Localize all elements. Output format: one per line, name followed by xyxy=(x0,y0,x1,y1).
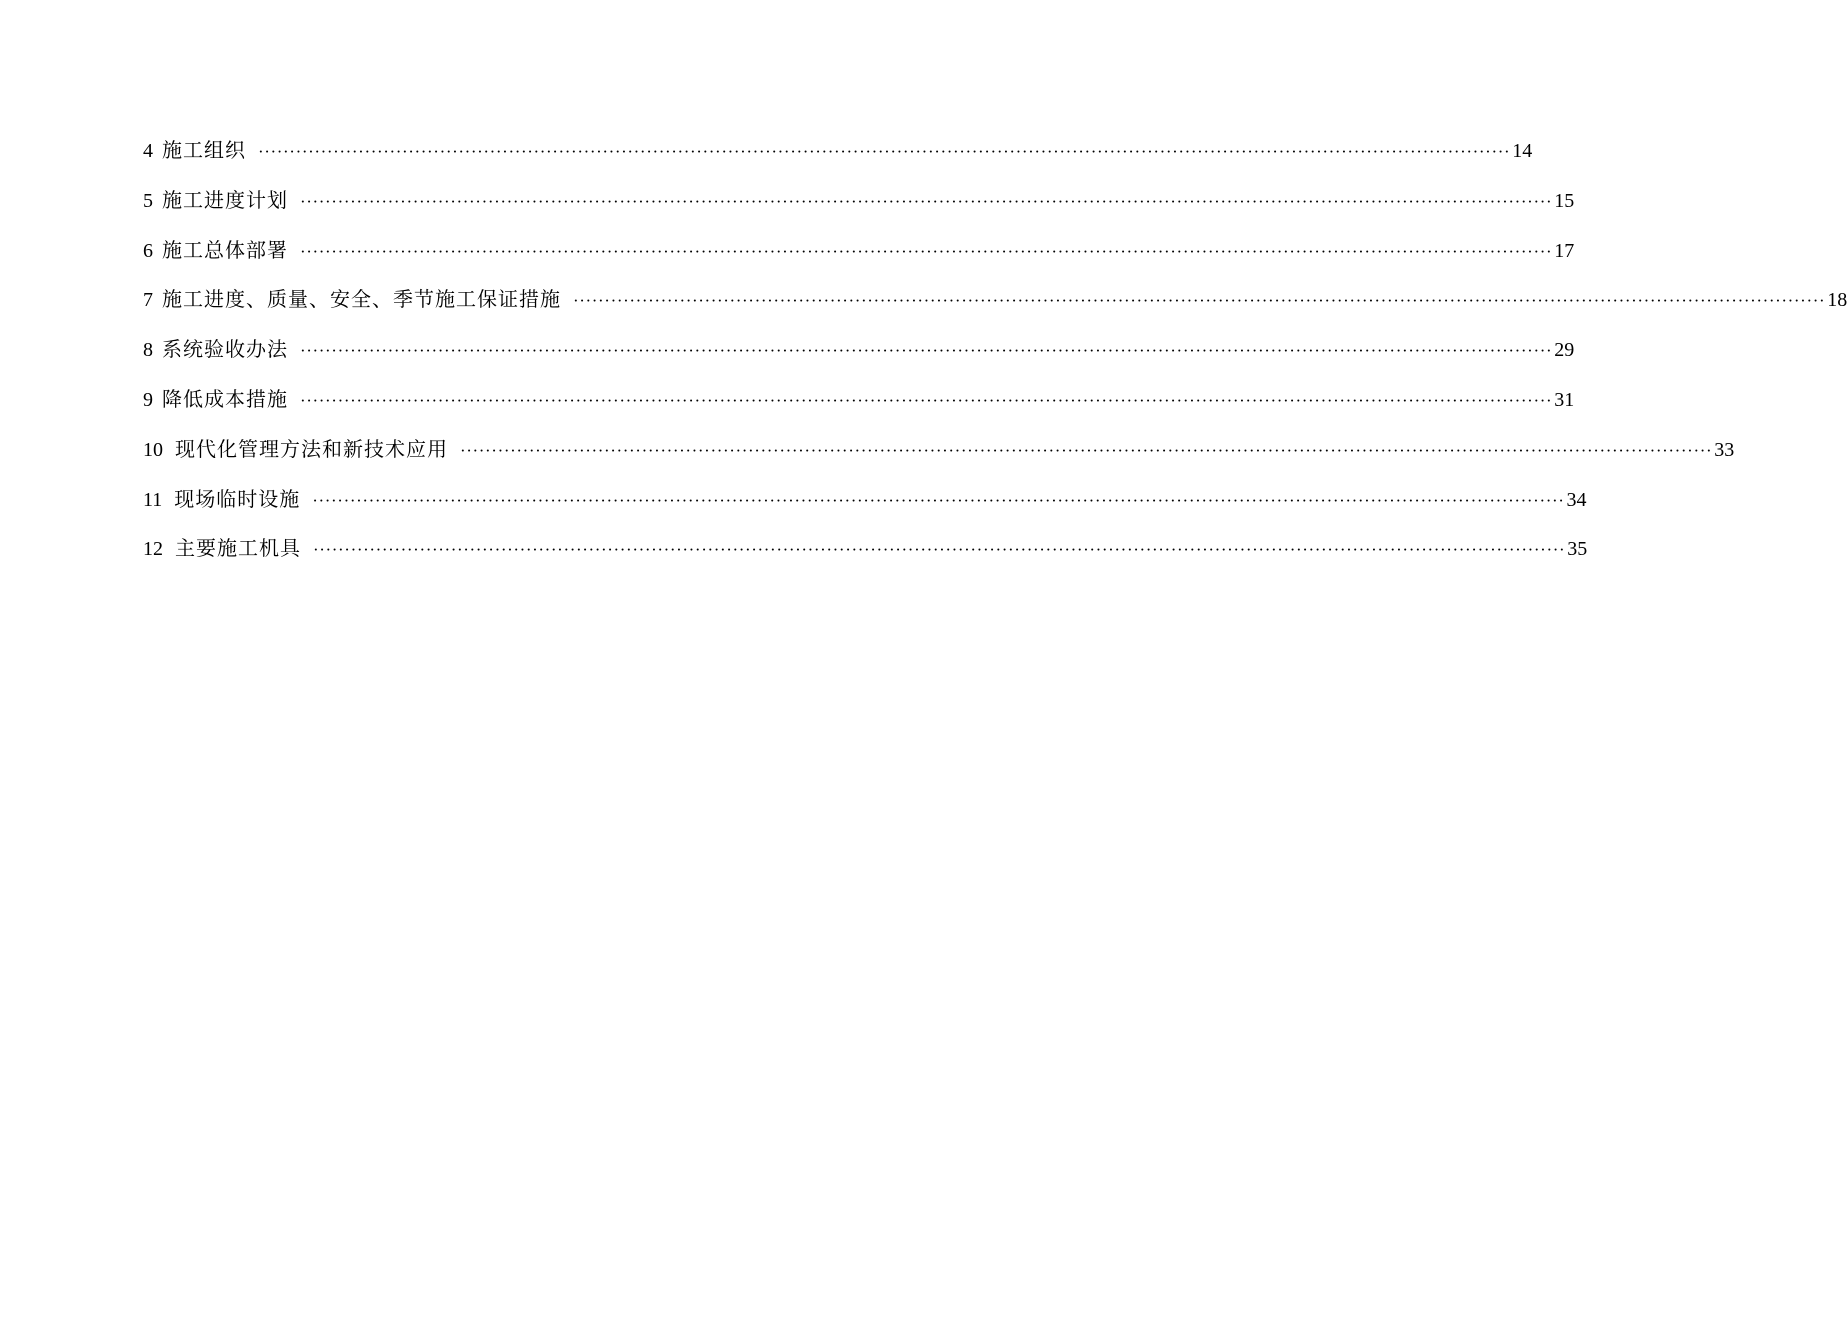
toc-dot-leader: ········································································································································································································ xyxy=(258,142,1511,161)
toc-entry-title: 施工总体部署 xyxy=(162,237,288,262)
toc-entry-page: 29 xyxy=(1554,339,1575,362)
toc-entry-title: 施工组织 xyxy=(162,138,246,162)
toc-entry[interactable] xyxy=(143,380,1575,430)
toc-dot-leader: ········································································································································································································ xyxy=(573,291,1826,311)
toc-entry-page: 34 xyxy=(1566,488,1587,511)
toc-entry-title: 降低成本措施 xyxy=(162,386,288,411)
toc-entry-title: 施工进度、质量、安全、季节施工保证措施 xyxy=(162,287,561,312)
toc-entry-title: 主要施工机具 xyxy=(175,536,301,561)
toc-entry-page: 15 xyxy=(1554,189,1575,212)
toc-entry-number: 7 xyxy=(143,289,153,312)
toc-entry-title: 现场临时设施 xyxy=(174,486,301,511)
toc-entry-page: 31 xyxy=(1554,388,1575,411)
toc-entry-title: 施工进度计划 xyxy=(162,187,288,212)
toc-dot-leader: ········································································································································································································ xyxy=(312,490,1565,510)
toc-entry[interactable] xyxy=(143,181,1575,231)
toc-entry-title: 系统验收办法 xyxy=(162,337,288,362)
table-of-contents xyxy=(143,131,1847,579)
toc-entry-title: 现代化管理方法和新技术应用 xyxy=(175,436,448,461)
toc-dot-leader: ········································································································································································································ xyxy=(300,191,1553,211)
toc-dot-leader: ········································································································································································································ xyxy=(300,241,1553,261)
toc-entry[interactable] xyxy=(143,231,1575,281)
toc-entry-number: 4 xyxy=(143,140,153,162)
toc-entry-page: 17 xyxy=(1554,239,1575,262)
toc-entry-number: 6 xyxy=(143,239,153,262)
toc-dot-leader: ········································································································································································································ xyxy=(300,390,1553,410)
toc-entry-number: 11 xyxy=(143,488,163,511)
toc-entry[interactable] xyxy=(143,131,1533,181)
toc-dot-leader: ········································································································································································································ xyxy=(313,540,1566,560)
toc-entry-number: 5 xyxy=(143,189,153,212)
toc-entry[interactable] xyxy=(143,330,1575,380)
toc-entry[interactable] xyxy=(143,529,1588,579)
toc-entry-page: 33 xyxy=(1714,438,1735,461)
toc-entry-number: 8 xyxy=(143,339,153,362)
toc-entry-number: 10 xyxy=(143,438,163,461)
toc-entry-number: 9 xyxy=(143,388,153,411)
toc-dot-leader: ········································································································································································································ xyxy=(460,440,1713,460)
toc-entry[interactable] xyxy=(143,280,1847,330)
toc-entry[interactable] xyxy=(143,480,1587,530)
toc-entry[interactable] xyxy=(143,430,1735,480)
toc-dot-leader: ········································································································································································································ xyxy=(300,341,1553,361)
toc-entry-page: 35 xyxy=(1567,538,1588,561)
toc-entry-page: 14 xyxy=(1512,140,1533,162)
toc-entry-number: 12 xyxy=(143,538,163,561)
toc-entry-page: 18 xyxy=(1827,289,1847,312)
